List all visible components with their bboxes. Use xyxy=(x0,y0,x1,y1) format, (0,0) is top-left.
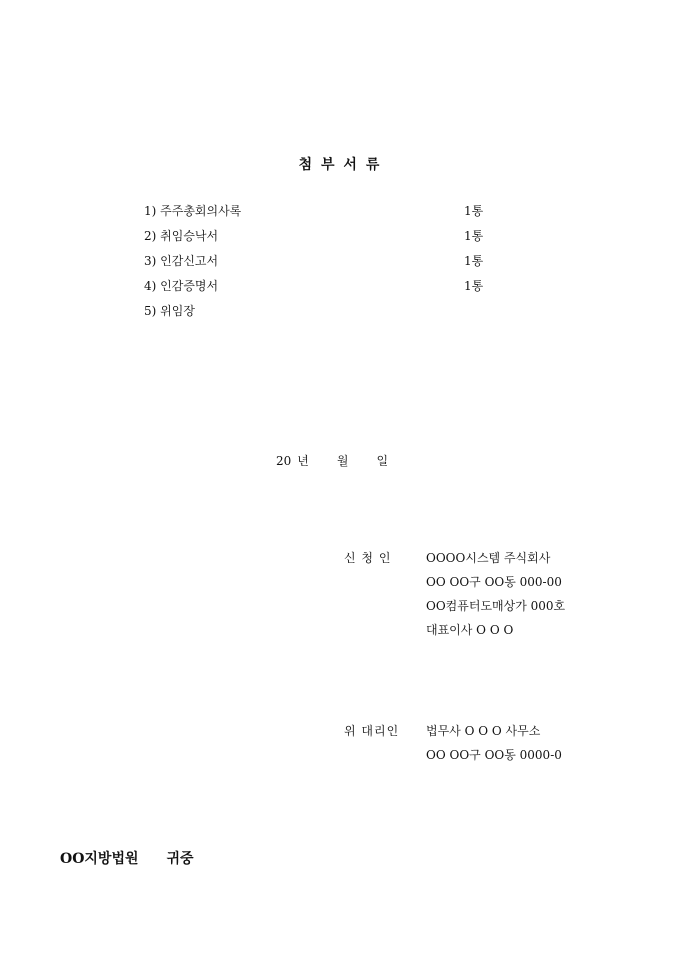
court-addressee xyxy=(60,848,194,868)
list-item xyxy=(144,302,544,327)
applicant-label: 신 청 인 xyxy=(344,551,392,565)
date-month-unit: 월 xyxy=(336,454,349,468)
agent-line: OO OO구 OO동 0000-0 xyxy=(426,748,562,762)
attachment-count: 1통 xyxy=(464,254,484,268)
court-suffix: 귀중 xyxy=(166,851,194,867)
agent-details xyxy=(426,722,562,770)
filing-date xyxy=(276,452,388,469)
date-year-value: 20 xyxy=(276,454,292,468)
applicant-line: OO OO구 OO동 000-00 xyxy=(426,575,562,589)
applicant-details xyxy=(426,549,565,645)
attachment-count: 1통 xyxy=(464,279,484,293)
list-item xyxy=(144,252,544,277)
attachment-count: 1통 xyxy=(464,204,484,218)
applicant-line: OOOO시스템 주식회사 xyxy=(426,551,551,565)
attachment-label: 2) 취임승낙서 xyxy=(144,229,219,243)
attachment-count: 1통 xyxy=(464,229,484,243)
attachment-label: 3) 인감신고서 xyxy=(144,254,219,268)
applicant-line: OO컴퓨터도매상가 000호 xyxy=(426,599,566,613)
agent-block xyxy=(344,722,644,782)
list-item xyxy=(144,277,544,302)
date-year-unit: 년 xyxy=(297,454,309,468)
applicant-line: 대표이사 O O O xyxy=(426,623,514,637)
date-day-unit: 일 xyxy=(376,454,389,468)
attachment-label: 1) 주주총회의사록 xyxy=(144,204,242,218)
list-item xyxy=(144,202,544,227)
attachment-label: 4) 인감증명서 xyxy=(144,279,219,293)
attachment-list xyxy=(144,202,544,327)
document-title: 첨 부 서 류 xyxy=(298,157,382,173)
attachment-label: 5) 위임장 xyxy=(144,304,195,318)
court-name: OO지방법원 xyxy=(60,851,139,867)
list-item xyxy=(144,227,544,252)
applicant-block xyxy=(344,549,644,649)
agent-label: 위 대리인 xyxy=(344,724,400,738)
agent-line: 법무사 O O O 사무소 xyxy=(426,724,541,738)
